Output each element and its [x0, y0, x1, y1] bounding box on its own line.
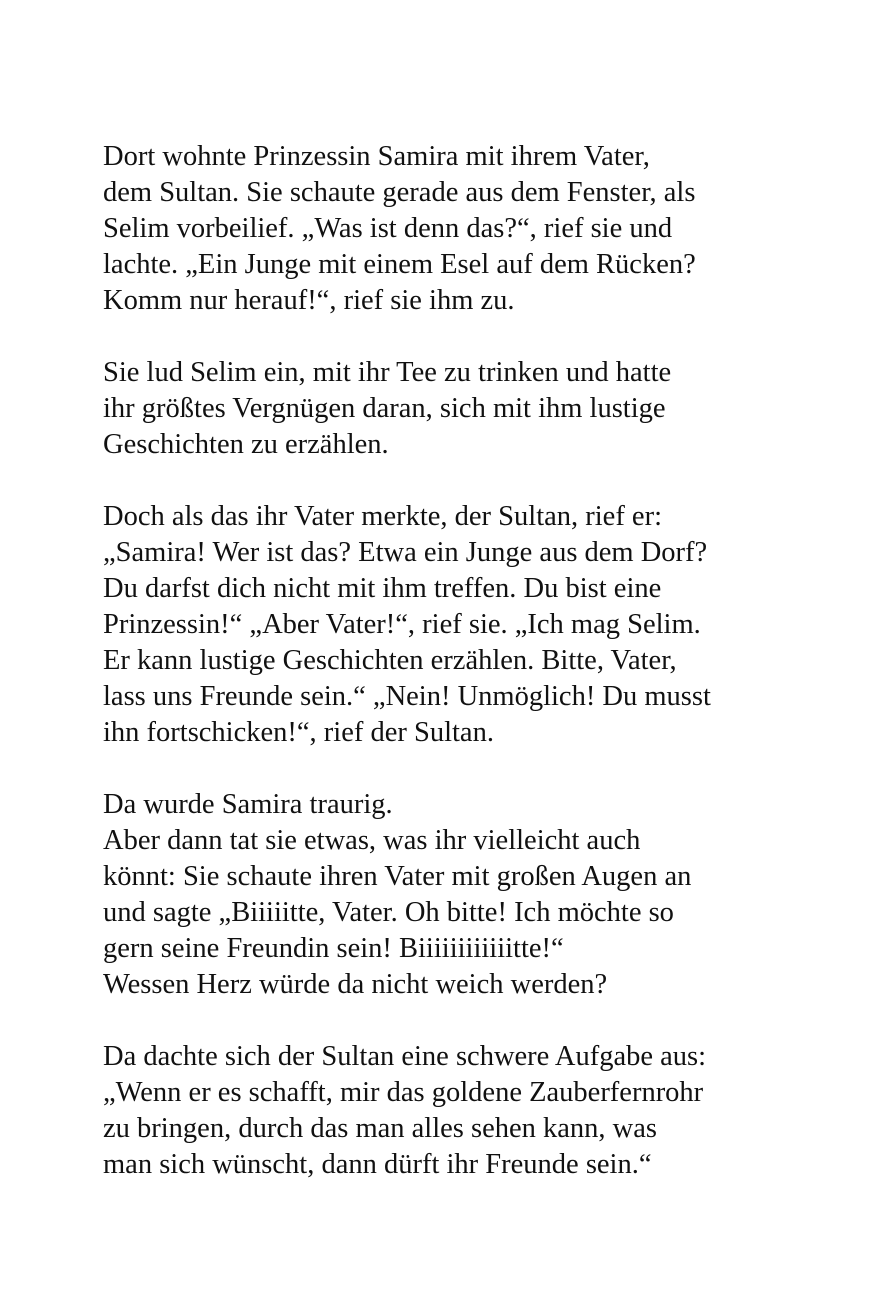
text-line: Da wurde Samira traurig. — [103, 789, 393, 820]
text-line: dem Sultan. Sie schaute gerade aus dem Fenster, als — [103, 177, 696, 208]
text-line: „Samira! Wer ist das? Etwa ein Junge aus dem Dorf? — [103, 537, 708, 568]
text-line: Selim vorbeilief. „Was ist denn das?“, rief sie und — [103, 213, 673, 244]
text-line: Doch als das ihr Vater merkte, der Sultan, rief er: — [103, 501, 662, 532]
text-line: könnt: Sie schaute ihren Vater mit großen Augen an — [103, 861, 692, 892]
text-line: Komm nur herauf!“, rief sie ihm zu. — [103, 285, 515, 316]
paragraph — [103, 139, 846, 319]
text-line: ihn fortschicken!“, rief der Sultan. — [103, 717, 494, 748]
text-line: „Wenn er es schafft, mir das goldene Zauberfernrohr — [103, 1077, 704, 1108]
text-line: Sie lud Selim ein, mit ihr Tee zu trinken und hatte — [103, 357, 672, 388]
text-line: Er kann lustige Geschichten erzählen. Bitte, Vater, — [103, 645, 677, 676]
text-line: Dort wohnte Prinzessin Samira mit ihrem Vater, — [103, 141, 650, 172]
text-line: gern seine Freundin sein! Biiiiiiiiiiiitte!“ — [103, 933, 564, 964]
paragraph — [103, 499, 846, 751]
text-line: und sagte „Biiiiitte, Vater. Oh bitte! Ich möchte so — [103, 897, 674, 928]
text-line: Du darfst dich nicht mit ihm treffen. Du bist eine — [103, 573, 662, 604]
text-line: lass uns Freunde sein.“ „Nein! Unmöglich! Du musst — [103, 681, 711, 712]
paragraph — [103, 355, 846, 463]
text-line: Aber dann tat sie etwas, was ihr vielleicht auch — [103, 825, 641, 856]
text-line: Wessen Herz würde da nicht weich werden? — [103, 969, 608, 1000]
text-line: man sich wünscht, dann dürft ihr Freunde sein.“ — [103, 1149, 652, 1180]
text-line: zu bringen, durch das man alles sehen kann, was — [103, 1113, 657, 1144]
text-line: Prinzessin!“ „Aber Vater!“, rief sie. „Ich mag Selim. — [103, 609, 701, 640]
text-line: Da dachte sich der Sultan eine schwere Aufgabe aus: — [103, 1041, 707, 1072]
text-line: lachte. „Ein Junge mit einem Esel auf dem Rücken? — [103, 249, 696, 280]
text-line: Geschichten zu erzählen. — [103, 429, 389, 460]
paragraph — [103, 1039, 846, 1183]
paragraph — [103, 787, 846, 1003]
text-line: ihr größtes Vergnügen daran, sich mit ihm lustige — [103, 393, 666, 424]
story-page — [103, 139, 846, 1219]
